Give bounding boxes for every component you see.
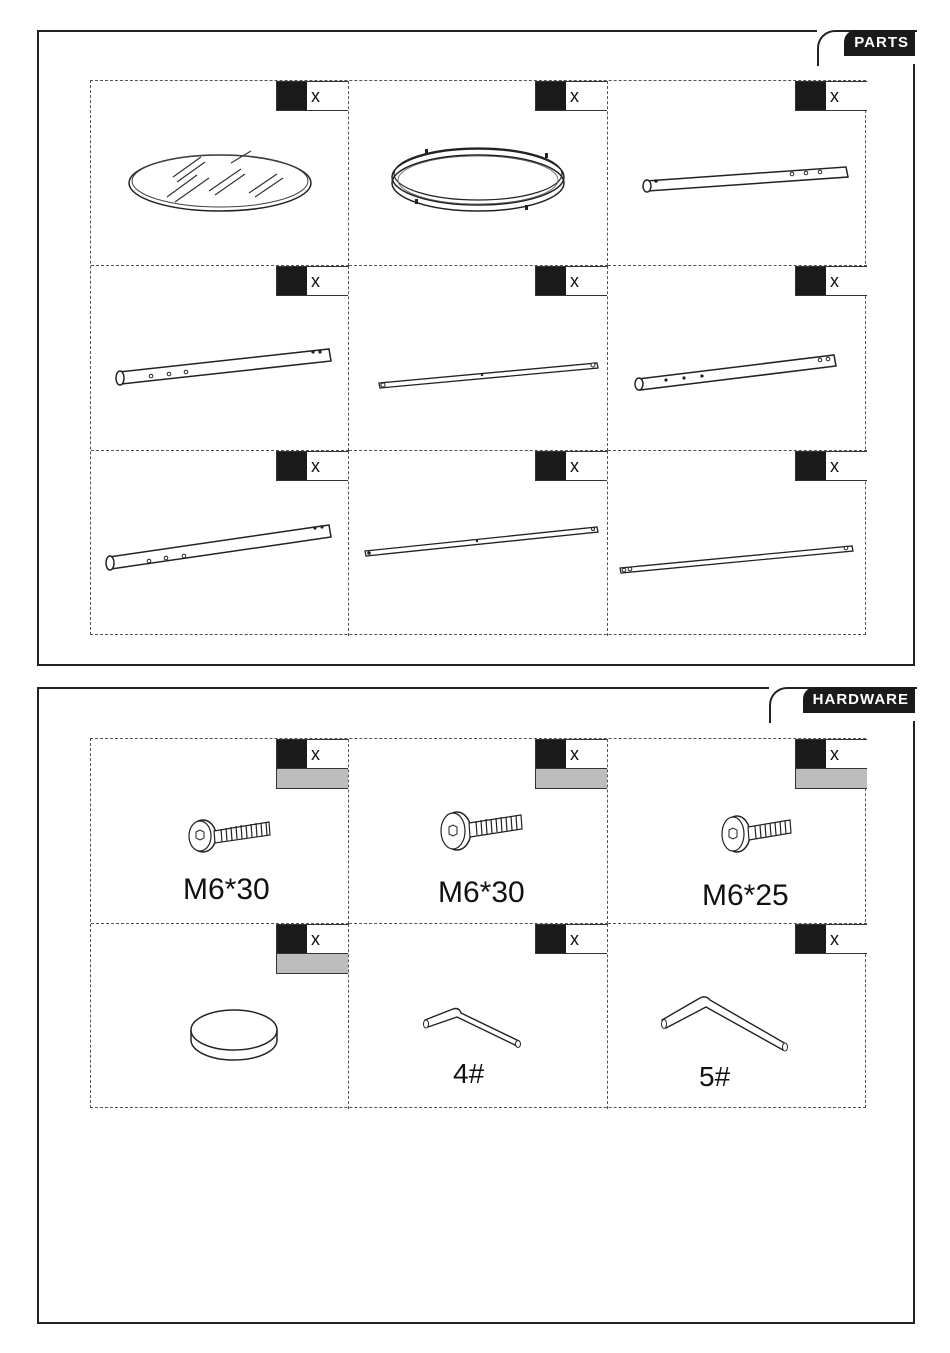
parts-title: PARTS — [844, 30, 915, 56]
hardware-tab — [769, 687, 915, 721]
hardware-cell-6 — [608, 924, 867, 1109]
short-tube-with-holes-icon — [608, 81, 867, 266]
short-tube-with-holes-icon — [608, 266, 867, 451]
hardware-cell-5 — [349, 924, 608, 1109]
quantity-box: x — [795, 451, 867, 481]
quantity-box: x — [535, 81, 607, 111]
part-cell-1 — [91, 81, 349, 266]
parts-tab — [817, 30, 915, 64]
tube-with-holes-icon — [91, 266, 349, 451]
quantity-box: x — [276, 451, 348, 481]
flat-bar-icon — [349, 266, 608, 451]
quantity-box: x — [795, 266, 867, 296]
round-glass-top-icon — [91, 81, 349, 266]
felt-pad-icon — [91, 924, 349, 1109]
quantity-box: x — [276, 924, 348, 954]
part-cell-9 — [608, 451, 867, 636]
quantity-box: x — [535, 451, 607, 481]
hardware-size-label: 5# — [699, 1061, 731, 1092]
quantity-box: x — [795, 739, 867, 769]
parts-grid — [90, 80, 866, 635]
part-cell-4 — [91, 266, 349, 451]
quantity-box: x — [795, 81, 867, 111]
quantity-box: x — [535, 739, 607, 769]
quantity-box: x — [535, 266, 607, 296]
part-cell-5 — [349, 266, 608, 451]
quantity-box: x — [276, 81, 348, 111]
quantity-box: x — [276, 739, 348, 769]
part-cell-8 — [349, 451, 608, 636]
hardware-cell-4 — [91, 924, 349, 1109]
hardware-size-label: M6*30 — [438, 876, 525, 909]
long-flat-bar-icon — [608, 451, 867, 636]
allen-key-icon — [608, 924, 867, 1109]
hardware-panel — [37, 687, 915, 1324]
hardware-cell-1 — [91, 739, 349, 924]
round-ring-frame-icon — [349, 81, 608, 266]
hardware-size-label: M6*25 — [702, 879, 789, 912]
quantity-box: x — [276, 266, 348, 296]
quantity-box: x — [795, 924, 867, 954]
hardware-cell-2 — [349, 739, 608, 924]
hardware-grid — [90, 738, 866, 1108]
long-flat-bar-icon — [349, 451, 608, 636]
hardware-title: HARDWARE — [803, 687, 915, 713]
part-cell-6 — [608, 266, 867, 451]
hardware-cell-3 — [608, 739, 867, 924]
quantity-box: x — [535, 924, 607, 954]
hardware-size-label: 4# — [453, 1058, 485, 1089]
part-cell-2 — [349, 81, 608, 266]
long-tube-with-holes-icon — [91, 451, 349, 636]
parts-panel — [37, 30, 915, 666]
part-cell-7 — [91, 451, 349, 636]
part-cell-3 — [608, 81, 867, 266]
hardware-size-label: M6*30 — [183, 873, 270, 906]
